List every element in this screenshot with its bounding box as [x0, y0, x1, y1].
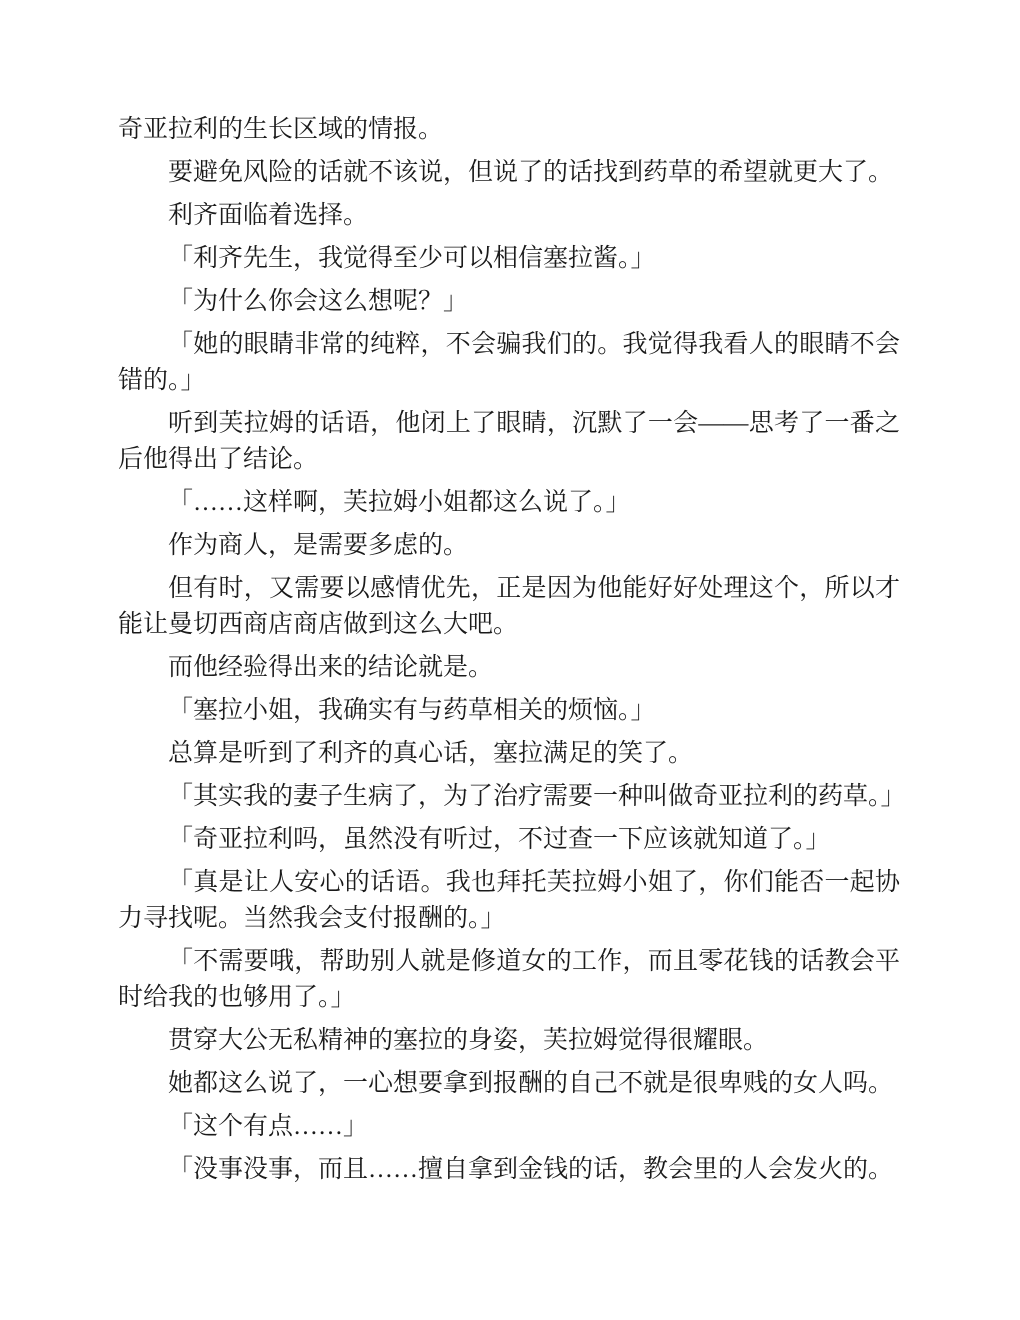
paragraph: 奇亚拉利的生长区域的情报。 [118, 116, 444, 143]
novel-text-block [118, 112, 906, 1195]
paragraph-dialogue: 「其实我的妻子生病了，为了治疗需要一种叫做奇亚拉利的药草。」 [168, 783, 906, 810]
paragraph: 总算是听到了利齐的真心话，塞拉满足的笑了。 [168, 740, 694, 767]
paragraph-dialogue: 「没事没事，而且……擅自拿到金钱的话，教会里的人会发火的。 [168, 1156, 894, 1183]
paragraph: 而他经验得出来的结论就是。 [168, 654, 494, 681]
paragraph: 要避免风险的话就不该说，但说了的话找到药草的希望就更大了。 [168, 159, 894, 186]
paragraph: 听到芙拉姆的话语，他闭上了眼睛，沉默了一会——思考了一番之后他得出了结论。 [118, 410, 900, 473]
paragraph-dialogue: 「不需要哦，帮助别人就是修道女的工作，而且零花钱的话教会平时给我的也够用了。」 [118, 948, 900, 1011]
paragraph-dialogue: 「她的眼睛非常的纯粹，不会骗我们的。我觉得我看人的眼睛不会错的。」 [118, 331, 900, 394]
paragraph-dialogue: 「塞拉小姐，我确实有与药草相关的烦恼。」 [168, 697, 656, 724]
paragraph-dialogue: 「这个有点……」 [168, 1113, 369, 1140]
paragraph-dialogue: 「利齐先生，我觉得至少可以相信塞拉酱。」 [168, 245, 656, 272]
paragraph: 她都这么说了，一心想要拿到报酬的自己不就是很卑贱的女人吗。 [168, 1070, 894, 1097]
paragraph-dialogue: 「奇亚拉利吗，虽然没有听过，不过查一下应该就知道了。」 [168, 826, 831, 853]
paragraph-dialogue: 「为什么你会这么想呢？」 [168, 288, 469, 315]
paragraph-dialogue: 「真是让人安心的话语。我也拜托芙拉姆小姐了，你们能否一起协力寻找呢。当然我会支付报酬的。」 [118, 869, 900, 932]
paragraph: 作为商人，是需要多虑的。 [168, 532, 469, 559]
paragraph: 贯穿大公无私精神的塞拉的身姿，芙拉姆觉得很耀眼。 [168, 1027, 769, 1054]
paragraph-dialogue: 「……这样啊，芙拉姆小姐都这么说了。」 [168, 489, 631, 516]
paragraph: 利齐面临着选择。 [168, 202, 369, 229]
paragraph: 但有时，又需要以感情优先，正是因为他能好好处理这个，所以才能让曼切西商店商店做到这么大吧。 [118, 575, 900, 638]
